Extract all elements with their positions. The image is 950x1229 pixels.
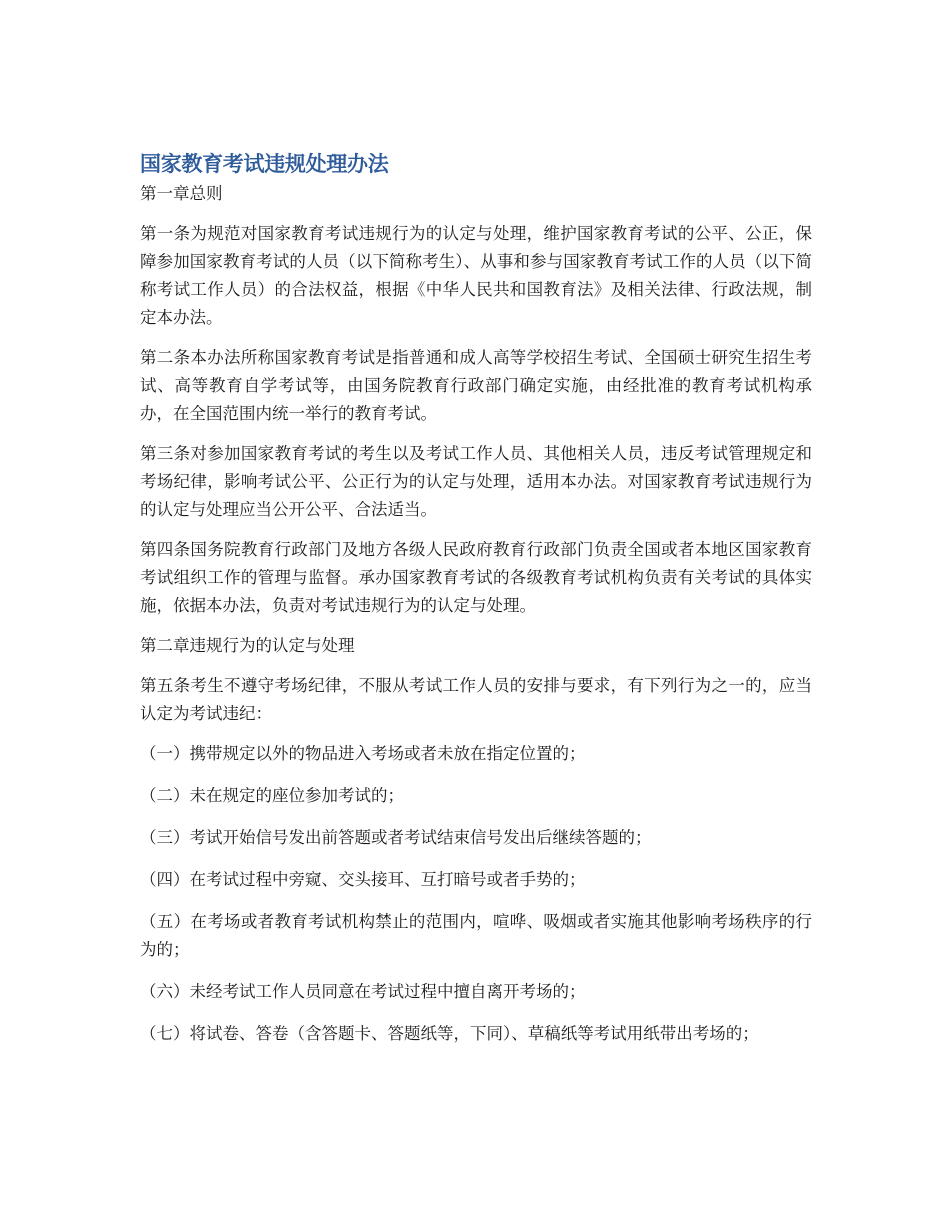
list-item: （一）携带规定以外的物品进入考场或者未放在指定位置的；	[140, 744, 586, 763]
chapter-heading-2: 第二章违规行为的认定与处理	[140, 636, 355, 655]
document-title: 国家教育考试违规处理办法	[140, 152, 389, 176]
article-5: 第五条考生不遵守考场纪律，不服从考试工作人员的安排与要求，有下列行为之一的，应当认定为考试违纪：	[140, 676, 812, 723]
list-item: （六）未经考试工作人员同意在考试过程中擅自离开考场的；	[140, 982, 586, 1001]
article-2: 第二条本办法所称国家教育考试是指普通和成人高等学校招生考试、全国硕士研究生招生考试、高等教育自学考试等，由国务院教育行政部门确定实施，由经批准的教育考试机构承办，在全国范围内统一举行的教育考试。	[140, 348, 812, 423]
list-item: （五）在考场或者教育考试机构禁止的范围内，喧哗、吸烟或者实施其他影响考场秩序的行为的；	[140, 912, 812, 959]
list-item: （七）将试卷、答卷（含答题卡、答题纸等，下同）、草稿纸等考试用纸带出考场的；	[140, 1024, 759, 1043]
article-4: 第四条国务院教育行政部门及地方各级人民政府教育行政部门负责全国或者本地区国家教育考试组织工作的管理与监督。承办国家教育考试的各级教育考试机构负责有关考试的具体实施，依据本办法，负责对考试违规行为的认定与处理。	[140, 540, 812, 615]
article-1: 第一条为规范对国家教育考试违规行为的认定与处理，维护国家教育考试的公平、公正，保障参加国家教育考试的人员（以下简称考生）、从事和参与国家教育考试工作的人员（以下简称考试工作人员）的合法权益，根据《中华人民共和国教育法》及相关法律、行政法规，制定本办法。	[140, 224, 812, 327]
list-item: （三）考试开始信号发出前答题或者考试结束信号发出后继续答题的；	[140, 828, 652, 847]
document-body	[140, 148, 812, 1062]
article-3: 第三条对参加国家教育考试的考生以及考试工作人员、其他相关人员，违反考试管理规定和考场纪律，影响考试公平、公正行为的认定与处理，适用本办法。对国家教育考试违规行为的认定与处理应当公开公平、合法适当。	[140, 444, 812, 519]
list-item: （四）在考试过程中旁窥、交头接耳、互打暗号或者手势的；	[140, 870, 586, 889]
chapter-heading-1: 第一章总则	[140, 184, 223, 203]
list-item: （二）未在规定的座位参加考试的；	[140, 786, 404, 805]
